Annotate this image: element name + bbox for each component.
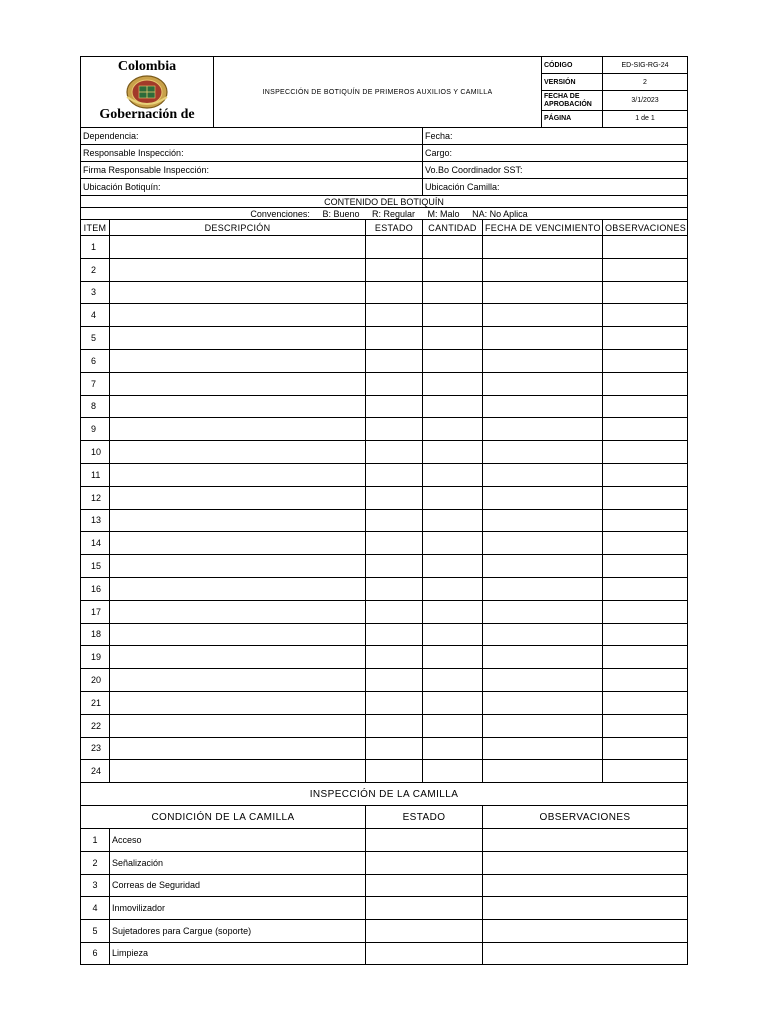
- descripcion-cell[interactable]: [110, 509, 366, 532]
- dependencia-field[interactable]: Dependencia:: [81, 128, 423, 145]
- table-row: [81, 486, 688, 509]
- observaciones-cell[interactable]: [603, 304, 688, 327]
- observaciones-cell[interactable]: [603, 327, 688, 350]
- descripcion-cell[interactable]: [110, 623, 366, 646]
- item-number: 18: [81, 623, 110, 646]
- fecha-field[interactable]: Fecha:: [423, 128, 688, 145]
- descripcion-cell[interactable]: [110, 281, 366, 304]
- cantidad-cell[interactable]: [423, 327, 483, 350]
- fecha-vencimiento-cell[interactable]: [483, 646, 603, 669]
- observaciones-cell[interactable]: [603, 737, 688, 760]
- ubicacion-camilla-field[interactable]: Ubicación Camilla:: [423, 179, 688, 196]
- logo-block: [81, 57, 214, 128]
- col-cantidad: CANTIDAD: [423, 220, 483, 236]
- fecha-vencimiento-cell[interactable]: [483, 418, 603, 441]
- meta-value-fecha-aprobacion: 3/1/2023: [603, 91, 688, 110]
- form-title: INSPECCIÓN DE BOTIQUÍN DE PRIMEROS AUXILIOS Y CAMILLA: [214, 57, 542, 128]
- item-number: 7: [81, 372, 110, 395]
- fecha-vencimiento-cell[interactable]: [483, 714, 603, 737]
- observaciones-cell[interactable]: [603, 623, 688, 646]
- item-number: 3: [81, 281, 110, 304]
- fecha-vencimiento-cell[interactable]: [483, 281, 603, 304]
- camilla-estado-cell[interactable]: [366, 874, 483, 897]
- meta-value-codigo: ED-SIG-RG-24: [603, 57, 688, 74]
- cantidad-cell[interactable]: [423, 258, 483, 281]
- fecha-vencimiento-cell[interactable]: [483, 349, 603, 372]
- estado-cell[interactable]: [366, 600, 423, 623]
- header-table: [80, 56, 688, 128]
- table-row: [81, 532, 688, 555]
- descripcion-cell[interactable]: [110, 737, 366, 760]
- item-number: 11: [81, 463, 110, 486]
- table-row: [81, 737, 688, 760]
- estado-cell[interactable]: [366, 577, 423, 600]
- observaciones-cell[interactable]: [603, 555, 688, 578]
- camilla-item-number: 5: [81, 919, 110, 942]
- table-row: [81, 623, 688, 646]
- item-number: 24: [81, 760, 110, 783]
- table-row: [81, 418, 688, 441]
- camilla-condition: Correas de Seguridad: [110, 874, 366, 897]
- observaciones-cell[interactable]: [603, 236, 688, 259]
- camilla-condition: Señalización: [110, 851, 366, 874]
- descripcion-cell[interactable]: [110, 463, 366, 486]
- observaciones-cell[interactable]: [603, 418, 688, 441]
- col-item: ITEM: [81, 220, 110, 236]
- table-row: [81, 600, 688, 623]
- cantidad-cell[interactable]: [423, 600, 483, 623]
- conventions-row: [81, 208, 688, 220]
- camilla-estado-cell[interactable]: [366, 919, 483, 942]
- descripcion-cell[interactable]: [110, 372, 366, 395]
- fecha-vencimiento-cell[interactable]: [483, 623, 603, 646]
- table-row: [81, 463, 688, 486]
- estado-cell[interactable]: [366, 236, 423, 259]
- vobo-field[interactable]: Vo.Bo Coordinador SST:: [423, 162, 688, 179]
- col-condicion-camilla: CONDICIÓN DE LA CAMILLA: [81, 806, 366, 829]
- cantidad-cell[interactable]: [423, 509, 483, 532]
- camilla-item-number: 6: [81, 942, 110, 965]
- item-number: 8: [81, 395, 110, 418]
- observaciones-cell[interactable]: [603, 509, 688, 532]
- botiquin-rows: [81, 236, 688, 783]
- camilla-item-number: 3: [81, 874, 110, 897]
- item-number: 6: [81, 349, 110, 372]
- fecha-vencimiento-cell[interactable]: [483, 327, 603, 350]
- item-number: 16: [81, 577, 110, 600]
- cargo-field[interactable]: Cargo:: [423, 145, 688, 162]
- camilla-item-number: 4: [81, 897, 110, 920]
- item-number: 21: [81, 691, 110, 714]
- cantidad-cell[interactable]: [423, 441, 483, 464]
- cantidad-cell[interactable]: [423, 372, 483, 395]
- fecha-vencimiento-cell[interactable]: [483, 372, 603, 395]
- camilla-observaciones-cell[interactable]: [483, 829, 688, 852]
- table-row: [81, 942, 688, 965]
- descripcion-cell[interactable]: [110, 349, 366, 372]
- item-number: 15: [81, 555, 110, 578]
- firma-field[interactable]: Firma Responsable Inspección:: [81, 162, 423, 179]
- descripcion-cell[interactable]: [110, 441, 366, 464]
- observaciones-cell[interactable]: [603, 372, 688, 395]
- table-row: [81, 714, 688, 737]
- fecha-vencimiento-cell[interactable]: [483, 532, 603, 555]
- estado-cell[interactable]: [366, 669, 423, 692]
- descripcion-cell[interactable]: [110, 395, 366, 418]
- cantidad-cell[interactable]: [423, 737, 483, 760]
- descripcion-cell[interactable]: [110, 327, 366, 350]
- table-row: [81, 646, 688, 669]
- table-row: [81, 919, 688, 942]
- logo-bottom-text: Gobernación de: [99, 107, 195, 122]
- observaciones-cell[interactable]: [603, 486, 688, 509]
- descripcion-cell[interactable]: [110, 600, 366, 623]
- descripcion-cell[interactable]: [110, 714, 366, 737]
- meta-value-pagina: 1 de 1: [603, 110, 688, 127]
- item-number: 19: [81, 646, 110, 669]
- meta-label-pagina: PÁGINA: [542, 110, 603, 127]
- col-camilla-observaciones: OBSERVACIONES: [483, 806, 688, 829]
- fecha-vencimiento-cell[interactable]: [483, 760, 603, 783]
- botiquin-table: [80, 195, 688, 783]
- cantidad-cell[interactable]: [423, 236, 483, 259]
- item-number: 5: [81, 327, 110, 350]
- table-row: [81, 258, 688, 281]
- estado-cell[interactable]: [366, 395, 423, 418]
- camilla-item-number: 2: [81, 851, 110, 874]
- camilla-observaciones-cell[interactable]: [483, 874, 688, 897]
- camilla-observaciones-cell[interactable]: [483, 851, 688, 874]
- estado-cell[interactable]: [366, 509, 423, 532]
- descripcion-cell[interactable]: [110, 532, 366, 555]
- estado-cell[interactable]: [366, 327, 423, 350]
- cantidad-cell[interactable]: [423, 532, 483, 555]
- fecha-vencimiento-cell[interactable]: [483, 395, 603, 418]
- descripcion-cell[interactable]: [110, 646, 366, 669]
- camilla-estado-cell[interactable]: [366, 851, 483, 874]
- table-row: [81, 395, 688, 418]
- camilla-rows: [81, 829, 688, 965]
- col-observaciones: OBSERVACIONES: [603, 220, 688, 236]
- item-number: 14: [81, 532, 110, 555]
- observaciones-cell[interactable]: [603, 441, 688, 464]
- item-number: 17: [81, 600, 110, 623]
- fecha-vencimiento-cell[interactable]: [483, 463, 603, 486]
- table-row: [81, 897, 688, 920]
- item-number: 12: [81, 486, 110, 509]
- camilla-condition: Inmovilizador: [110, 897, 366, 920]
- cantidad-cell[interactable]: [423, 577, 483, 600]
- estado-cell[interactable]: [366, 555, 423, 578]
- fecha-vencimiento-cell[interactable]: [483, 441, 603, 464]
- logo-top-text: Colombia: [117, 59, 177, 74]
- observaciones-cell[interactable]: [603, 714, 688, 737]
- table-row: [81, 281, 688, 304]
- botiquin-section-title: CONTENIDO DEL BOTIQUÍN: [81, 196, 688, 208]
- observaciones-cell[interactable]: [603, 349, 688, 372]
- camilla-estado-cell[interactable]: [366, 942, 483, 965]
- estado-cell[interactable]: [366, 304, 423, 327]
- estado-cell[interactable]: [366, 714, 423, 737]
- cantidad-cell[interactable]: [423, 714, 483, 737]
- observaciones-cell[interactable]: [603, 395, 688, 418]
- conventions-label: Convenciones:: [250, 208, 310, 219]
- meta-label-codigo: CÓDIGO: [542, 57, 603, 74]
- ubicacion-botiquin-field[interactable]: Ubicación Botiquín:: [81, 179, 423, 196]
- camilla-section-title: INSPECCIÓN DE LA CAMILLA: [81, 783, 688, 806]
- item-number: 13: [81, 509, 110, 532]
- department-seal-icon: [123, 75, 171, 109]
- cantidad-cell[interactable]: [423, 646, 483, 669]
- cantidad-cell[interactable]: [423, 349, 483, 372]
- observaciones-cell[interactable]: [603, 691, 688, 714]
- estado-cell[interactable]: [366, 737, 423, 760]
- estado-cell[interactable]: [366, 372, 423, 395]
- cantidad-cell[interactable]: [423, 281, 483, 304]
- table-row: [81, 874, 688, 897]
- cantidad-cell[interactable]: [423, 463, 483, 486]
- item-number: 2: [81, 258, 110, 281]
- table-row: [81, 349, 688, 372]
- item-number: 9: [81, 418, 110, 441]
- cantidad-cell[interactable]: [423, 555, 483, 578]
- descripcion-cell[interactable]: [110, 669, 366, 692]
- cantidad-cell[interactable]: [423, 486, 483, 509]
- inspection-form: [80, 56, 687, 965]
- camilla-table: [80, 782, 688, 965]
- descripcion-cell[interactable]: [110, 304, 366, 327]
- convention-bueno: B: Bueno: [322, 208, 360, 219]
- estado-cell[interactable]: [366, 463, 423, 486]
- observaciones-cell[interactable]: [603, 577, 688, 600]
- fecha-vencimiento-cell[interactable]: [483, 509, 603, 532]
- fecha-vencimiento-cell[interactable]: [483, 600, 603, 623]
- descripcion-cell[interactable]: [110, 577, 366, 600]
- camilla-observaciones-cell[interactable]: [483, 897, 688, 920]
- observaciones-cell[interactable]: [603, 669, 688, 692]
- table-row: [81, 441, 688, 464]
- observaciones-cell[interactable]: [603, 281, 688, 304]
- table-row: [81, 760, 688, 783]
- table-row: [81, 691, 688, 714]
- observaciones-cell[interactable]: [603, 600, 688, 623]
- observaciones-cell[interactable]: [603, 532, 688, 555]
- descripcion-cell[interactable]: [110, 236, 366, 259]
- cantidad-cell[interactable]: [423, 395, 483, 418]
- estado-cell[interactable]: [366, 691, 423, 714]
- cantidad-cell[interactable]: [423, 623, 483, 646]
- estado-cell[interactable]: [366, 258, 423, 281]
- item-number: 10: [81, 441, 110, 464]
- meta-value-version: 2: [603, 74, 688, 91]
- fecha-vencimiento-cell[interactable]: [483, 258, 603, 281]
- item-number: 20: [81, 669, 110, 692]
- fecha-vencimiento-cell[interactable]: [483, 486, 603, 509]
- fecha-vencimiento-cell[interactable]: [483, 304, 603, 327]
- camilla-estado-cell[interactable]: [366, 897, 483, 920]
- table-row: [81, 829, 688, 852]
- estado-cell[interactable]: [366, 418, 423, 441]
- estado-cell[interactable]: [366, 349, 423, 372]
- convention-regular: R: Regular: [372, 208, 416, 219]
- estado-cell[interactable]: [366, 760, 423, 783]
- estado-cell[interactable]: [366, 281, 423, 304]
- descripcion-cell[interactable]: [110, 486, 366, 509]
- table-row: [81, 669, 688, 692]
- estado-cell[interactable]: [366, 646, 423, 669]
- table-row: [81, 851, 688, 874]
- descripcion-cell[interactable]: [110, 691, 366, 714]
- table-row: [81, 577, 688, 600]
- observaciones-cell[interactable]: [603, 760, 688, 783]
- descripcion-cell[interactable]: [110, 555, 366, 578]
- cantidad-cell[interactable]: [423, 760, 483, 783]
- observaciones-cell[interactable]: [603, 463, 688, 486]
- fecha-vencimiento-cell[interactable]: [483, 669, 603, 692]
- fecha-vencimiento-cell[interactable]: [483, 737, 603, 760]
- camilla-item-number: 1: [81, 829, 110, 852]
- camilla-condition: Limpieza: [110, 942, 366, 965]
- camilla-observaciones-cell[interactable]: [483, 942, 688, 965]
- observaciones-cell[interactable]: [603, 646, 688, 669]
- col-descripcion: DESCRIPCIÓN: [110, 220, 366, 236]
- cantidad-cell[interactable]: [423, 691, 483, 714]
- camilla-condition: Sujetadores para Cargue (soporte): [110, 919, 366, 942]
- estado-cell[interactable]: [366, 532, 423, 555]
- fecha-vencimiento-cell[interactable]: [483, 691, 603, 714]
- meta-label-version: VERSIÓN: [542, 74, 603, 91]
- table-row: [81, 509, 688, 532]
- fecha-vencimiento-cell[interactable]: [483, 236, 603, 259]
- estado-cell[interactable]: [366, 623, 423, 646]
- camilla-estado-cell[interactable]: [366, 829, 483, 852]
- descripcion-cell[interactable]: [110, 760, 366, 783]
- col-fecha-vencimiento: FECHA DE VENCIMIENTO: [483, 220, 603, 236]
- info-table: [80, 127, 688, 196]
- table-row: [81, 555, 688, 578]
- table-row: [81, 236, 688, 259]
- item-number: 23: [81, 737, 110, 760]
- camilla-condition: Acceso: [110, 829, 366, 852]
- item-number: 1: [81, 236, 110, 259]
- item-number: 4: [81, 304, 110, 327]
- cantidad-cell[interactable]: [423, 304, 483, 327]
- col-camilla-estado: ESTADO: [366, 806, 483, 829]
- descripcion-cell[interactable]: [110, 418, 366, 441]
- convention-no-aplica: NA: No Aplica: [472, 208, 528, 219]
- fecha-vencimiento-cell[interactable]: [483, 577, 603, 600]
- table-row: [81, 372, 688, 395]
- cantidad-cell[interactable]: [423, 418, 483, 441]
- cantidad-cell[interactable]: [423, 669, 483, 692]
- estado-cell[interactable]: [366, 441, 423, 464]
- table-row: [81, 327, 688, 350]
- meta-label-fecha-aprobacion: FECHA DE APROBACIÓN: [542, 91, 603, 110]
- responsable-field[interactable]: Responsable Inspección:: [81, 145, 423, 162]
- camilla-observaciones-cell[interactable]: [483, 919, 688, 942]
- estado-cell[interactable]: [366, 486, 423, 509]
- col-estado: ESTADO: [366, 220, 423, 236]
- table-row: [81, 304, 688, 327]
- item-number: 22: [81, 714, 110, 737]
- convention-malo: M: Malo: [427, 208, 460, 219]
- descripcion-cell[interactable]: [110, 258, 366, 281]
- observaciones-cell[interactable]: [603, 258, 688, 281]
- fecha-vencimiento-cell[interactable]: [483, 555, 603, 578]
